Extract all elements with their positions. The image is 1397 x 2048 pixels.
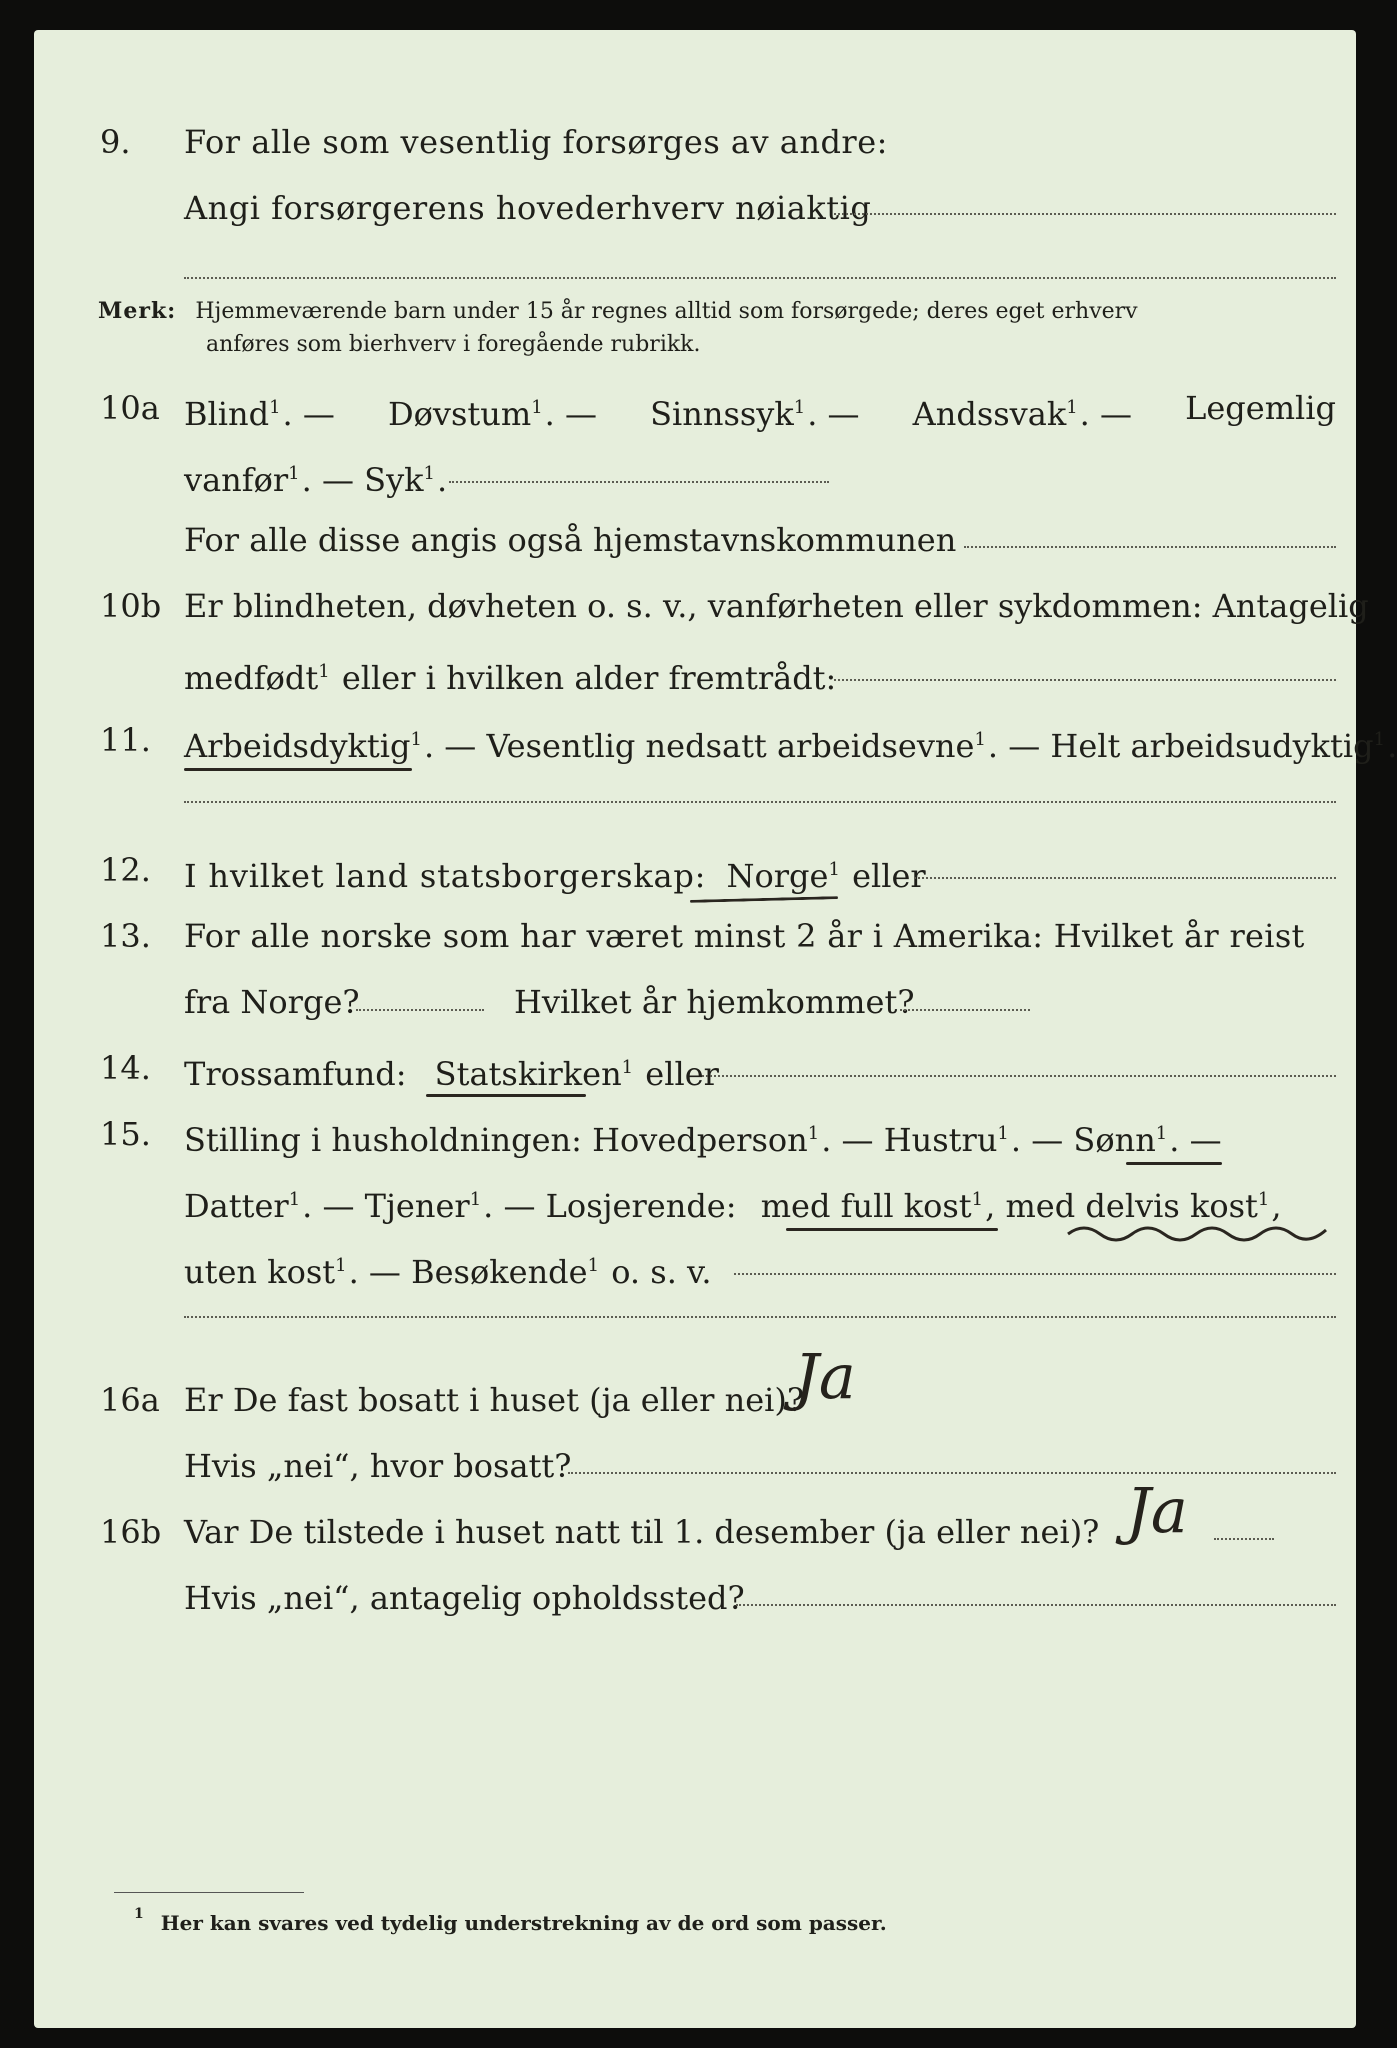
footnote-text: Her kan svares ved tydelig understrekning av de ord som passer. bbox=[160, 1911, 887, 1935]
option-norge: Norge bbox=[726, 857, 829, 895]
answer-line bbox=[834, 213, 1336, 215]
question-10a bbox=[34, 378, 1356, 438]
answer-line bbox=[834, 679, 1336, 681]
question-text: Er blindheten, døvheten o. s. v., vanførheten eller sykdommen: Antagelig bbox=[184, 587, 1369, 625]
question-text: Hvis „nei“, hvor bosatt? bbox=[184, 1447, 572, 1485]
question-15: 15. Stilling i husholdningen: Hovedperson$^1$. — Hustru$^1$. — Sønn$^1$. — bbox=[34, 1104, 1356, 1164]
question-9 bbox=[34, 112, 1356, 172]
note-line-1 bbox=[98, 294, 1138, 329]
option-besokende: — Besøkende bbox=[368, 1253, 588, 1291]
question-15-line-2: Datter$^1$. — Tjener$^1$. — Losjerende: med full kost$^1$, med delvis kost$^1$, bbox=[184, 1187, 1282, 1225]
handwritten-answer: Ja bbox=[794, 1340, 856, 1413]
option-eller: eller bbox=[852, 857, 926, 895]
option-sonn: — Sønn bbox=[1031, 1121, 1156, 1159]
option-nedsatt-arbeidsevne: — Vesentlig nedsatt arbeidsevne bbox=[444, 727, 975, 765]
note-line-2 bbox=[206, 328, 701, 362]
question-text: eller i hvilken alder fremtrådt: bbox=[341, 659, 837, 697]
question-text: Var De tilstede i huset natt til 1. desember (ja eller nei)? bbox=[184, 1513, 1100, 1551]
answer-line bbox=[184, 801, 1336, 803]
question-9-line-2 bbox=[34, 178, 1356, 238]
footnote-rule bbox=[114, 1892, 304, 1893]
handwritten-underline bbox=[426, 1094, 586, 1097]
question-text: Angi forsørgerens hovederhverv nøiaktig bbox=[184, 189, 872, 227]
option-syk: Syk bbox=[364, 461, 424, 499]
question-number: 11. bbox=[100, 721, 151, 759]
question-text: I hvilket land statsborgerskap: bbox=[184, 857, 707, 895]
question-number: 14. bbox=[100, 1049, 151, 1087]
question-text: Er De fast bosatt i huset (ja eller nei)? bbox=[184, 1381, 805, 1419]
question-13-line-2 bbox=[34, 972, 1356, 1032]
question-16a bbox=[34, 1370, 1356, 1430]
question-number: 10b bbox=[100, 587, 162, 625]
handwritten-underline bbox=[1126, 1162, 1222, 1165]
question-number: 13. bbox=[100, 917, 151, 955]
question-13 bbox=[34, 906, 1356, 966]
question-number: 16a bbox=[100, 1381, 160, 1419]
answer-line bbox=[184, 277, 1336, 279]
note-text: anføres som bierhverv i foregående rubrikk. bbox=[206, 332, 701, 357]
answer-line bbox=[736, 1604, 1336, 1606]
question-number: 9. bbox=[100, 123, 131, 161]
handwritten-answer: Ja bbox=[1126, 1474, 1188, 1547]
option-uten-kost: uten kost bbox=[184, 1253, 336, 1291]
question-text: Blind$^1$. — Døvstum$^1$. — Sinnssyk$^1$. — Andssvak$^1$. — Legemlig bbox=[184, 378, 1336, 444]
option-medfodt: medfødt bbox=[184, 659, 319, 697]
question-12: 12. I hvilket land statsborgerskap: Norge$^1$ eller bbox=[34, 840, 1356, 900]
option-osv: o. s. v. bbox=[611, 1253, 712, 1291]
question-14: 14. Trossamfund: Statskirken$^1$ eller bbox=[34, 1038, 1356, 1098]
question-16b-line-2 bbox=[34, 1568, 1356, 1628]
answer-line bbox=[1214, 1538, 1274, 1540]
option-blind: Blind bbox=[184, 395, 270, 433]
answer-line bbox=[734, 1273, 1336, 1275]
question-text: For alle disse angis også hjemstavnskommunen bbox=[184, 521, 957, 559]
answer-line bbox=[702, 1075, 1336, 1077]
separator: . — bbox=[1169, 1121, 1222, 1159]
question-15-line-3: uten kost$^1$. — Besøkende$^1$ o. s. v. bbox=[184, 1253, 712, 1291]
question-text: fra Norge? bbox=[184, 983, 360, 1021]
option-datter: Datter bbox=[184, 1187, 289, 1225]
answer-line bbox=[914, 877, 1336, 879]
question-10b bbox=[34, 576, 1369, 636]
option-hustru: — Hustru bbox=[841, 1121, 998, 1159]
option-arbeidsudyktig: — Helt arbeidsudyktig bbox=[1008, 727, 1374, 765]
option-arbeidsdyktig: Arbeidsdyktig bbox=[184, 727, 411, 765]
answer-line bbox=[356, 1009, 484, 1011]
note-text: Hjemmeværende barn under 15 år regnes alltid som forsørgede; deres eget erhverv bbox=[195, 299, 1138, 324]
option-statskirken: Statskirken bbox=[434, 1055, 622, 1093]
question-text: For alle som vesentlig forsørges av andre: bbox=[184, 123, 888, 161]
option-eller: eller bbox=[645, 1055, 719, 1093]
option-med-delvis-kost: med delvis kost bbox=[1005, 1187, 1258, 1225]
option-sinnssyk: Sinnssyk bbox=[650, 395, 794, 433]
option-med-full-kost: med full kost bbox=[760, 1187, 972, 1225]
question-11: 11. Arbeidsdyktig$^1$. — Vesentlig nedsatt arbeidsevne$^1$. — Helt arbeidsudyktig$^1$. bbox=[34, 710, 1356, 770]
question-number: 12. bbox=[100, 851, 151, 889]
answer-line bbox=[449, 481, 829, 483]
option-tjener: — Tjener bbox=[322, 1187, 470, 1225]
question-number: 16b bbox=[100, 1513, 162, 1551]
question-text: Hvilket år hjemkommet? bbox=[514, 983, 915, 1021]
answer-line bbox=[568, 1472, 1336, 1474]
census-form-page bbox=[34, 30, 1397, 2028]
answer-line bbox=[184, 1316, 1336, 1318]
answer-line bbox=[900, 1009, 1030, 1011]
question-text: Hvis „nei“, antagelig opholdssted? bbox=[184, 1579, 745, 1617]
option-dovstum: Døvstum bbox=[387, 395, 532, 433]
handwritten-underline bbox=[786, 1228, 998, 1231]
answer-line bbox=[964, 546, 1336, 548]
question-number: 15. bbox=[100, 1115, 151, 1153]
question-10a-line-3 bbox=[34, 510, 1356, 570]
question-10a-line-2: vanfør$^1$. — Syk$^1$. bbox=[184, 461, 448, 499]
option-andssvak: Andssvak bbox=[912, 395, 1067, 433]
option-losjerende: — Losjerende: bbox=[503, 1187, 737, 1225]
footnote bbox=[134, 1906, 887, 1935]
question-text: Stilling i husholdningen: Hovedperson bbox=[184, 1121, 808, 1159]
question-text: For alle norske som har været minst 2 år i Amerika: Hvilket år reist bbox=[184, 917, 1305, 955]
question-10b-line-2: medfødt$^1$ eller i hvilken alder fremtrådt: bbox=[184, 659, 837, 697]
handwritten-underline bbox=[184, 768, 412, 771]
question-text: Trossamfund: bbox=[184, 1055, 407, 1093]
option-legemlig: Legemlig bbox=[1185, 389, 1336, 427]
note-label: Merk: bbox=[98, 298, 177, 324]
question-number: 10a bbox=[100, 389, 160, 427]
footnote-mark: 1 bbox=[134, 1906, 144, 1922]
option-vanfor: vanfør bbox=[184, 461, 289, 499]
